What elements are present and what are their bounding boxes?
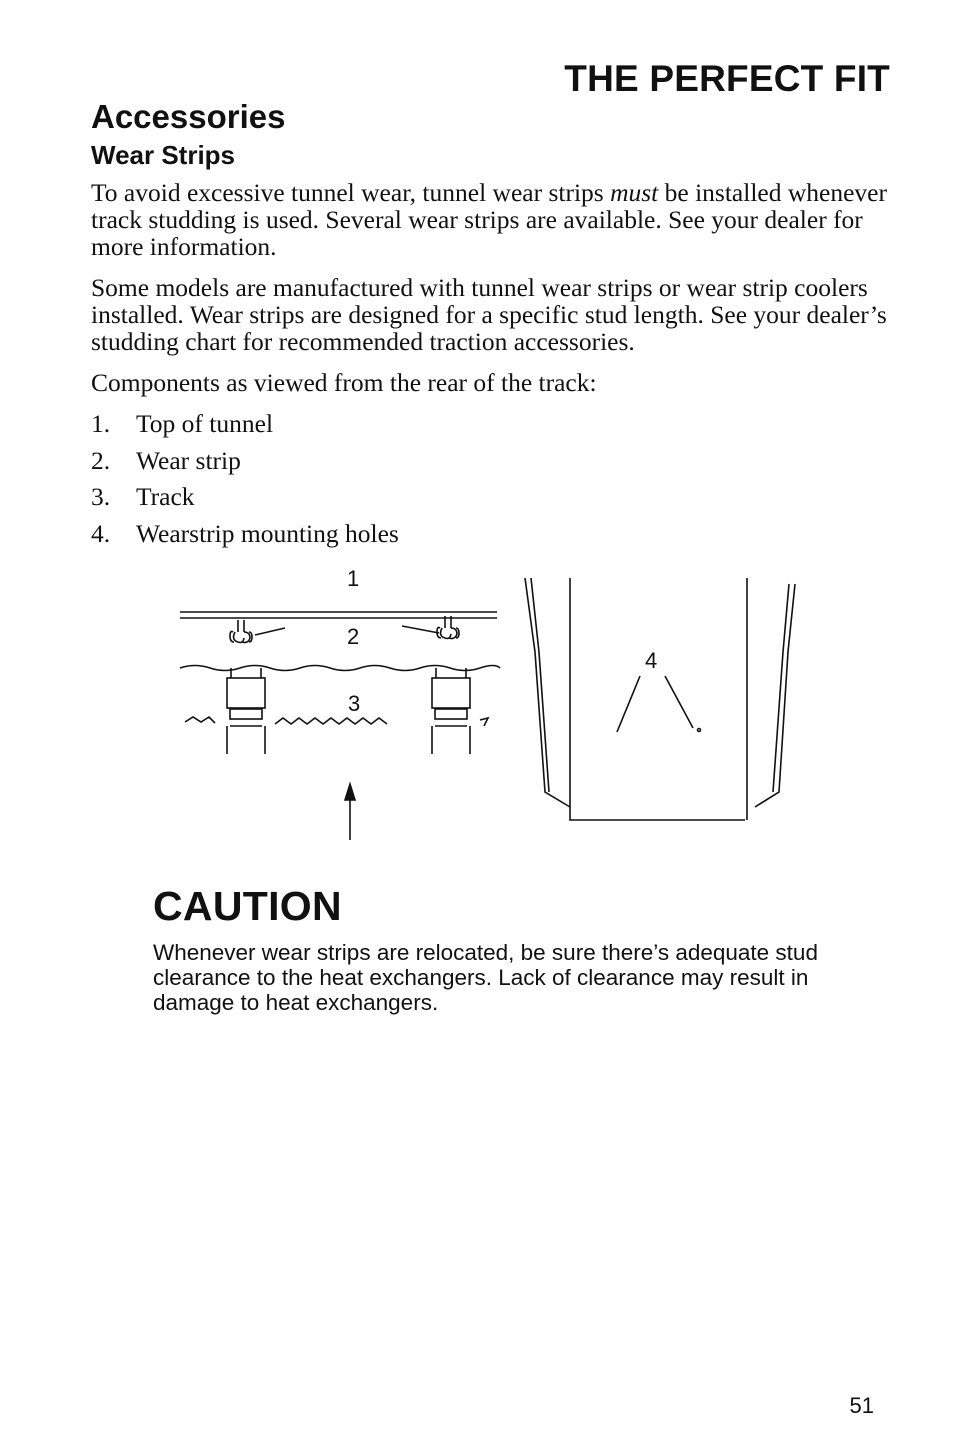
list-item-number: 4.	[91, 519, 111, 549]
list-item-label: Wear strip	[136, 445, 241, 475]
list-item	[91, 446, 399, 483]
track-top-wave	[180, 666, 500, 671]
callout-4-leader-right	[665, 676, 693, 728]
callout-2-leader-left	[255, 628, 285, 635]
callout-1: 1	[347, 566, 360, 591]
callout-2-leader-right	[402, 626, 439, 633]
list-item-label: Track	[136, 482, 195, 512]
list-item-label: Top of tunnel	[136, 409, 274, 438]
emphasis-must: must	[610, 178, 659, 207]
list-item-number: 1.	[91, 409, 111, 438]
wear-strip-diagram	[175, 562, 805, 852]
wear-strip-clip-left	[230, 620, 252, 643]
callout-4: 4	[645, 648, 658, 673]
subsection-heading: Wear Strips	[91, 140, 236, 170]
page-number: 51	[849, 1393, 874, 1418]
list-item	[91, 519, 399, 556]
track-clip-right	[432, 668, 470, 754]
components-list	[91, 409, 399, 556]
paragraph-wear-strip-requirement	[91, 179, 891, 260]
list-item	[91, 409, 399, 446]
caution-title: CAUTION	[153, 883, 342, 929]
list-item-label: Wearstrip mounting holes	[136, 519, 399, 549]
track-clip-left	[227, 668, 265, 754]
callout-4-leader-left	[617, 676, 640, 732]
section-heading: Accessories	[91, 98, 286, 135]
caution-body: Whenever wear strips are relocated, be sure there’s adequate stud clearance to the heat exchangers. Lack of clearance may result in damage to heat exchangers.	[153, 940, 818, 1015]
callout-3: 3	[348, 691, 361, 716]
tunnel-top-line	[180, 612, 497, 618]
paragraph-components-intro: Components as viewed from the rear of the track:	[91, 368, 597, 397]
chapter-title: THE PERFECT FIT	[564, 58, 890, 99]
list-item-number: 3.	[91, 482, 111, 512]
paragraph-text: To avoid excessive tunnel wear, tunnel wear strips	[91, 178, 611, 207]
wear-strip-clip-right	[437, 616, 459, 639]
list-item	[91, 482, 399, 519]
callout-2: 2	[347, 624, 360, 649]
paragraph-text: be installed whenever track studding is used. Several wear strips are available. See your dealer for more information.	[91, 178, 887, 261]
paragraph-preinstalled-strips: Some models are manufactured with tunnel wear strips or wear strip coolers installed. Wear strips are designed for a specific stud length. See your dealer’s studding chart for recommended traction accessories.	[91, 273, 887, 356]
mounting-hole	[698, 729, 701, 732]
list-item-number: 2.	[91, 445, 111, 475]
tunnel-outline	[525, 578, 795, 820]
